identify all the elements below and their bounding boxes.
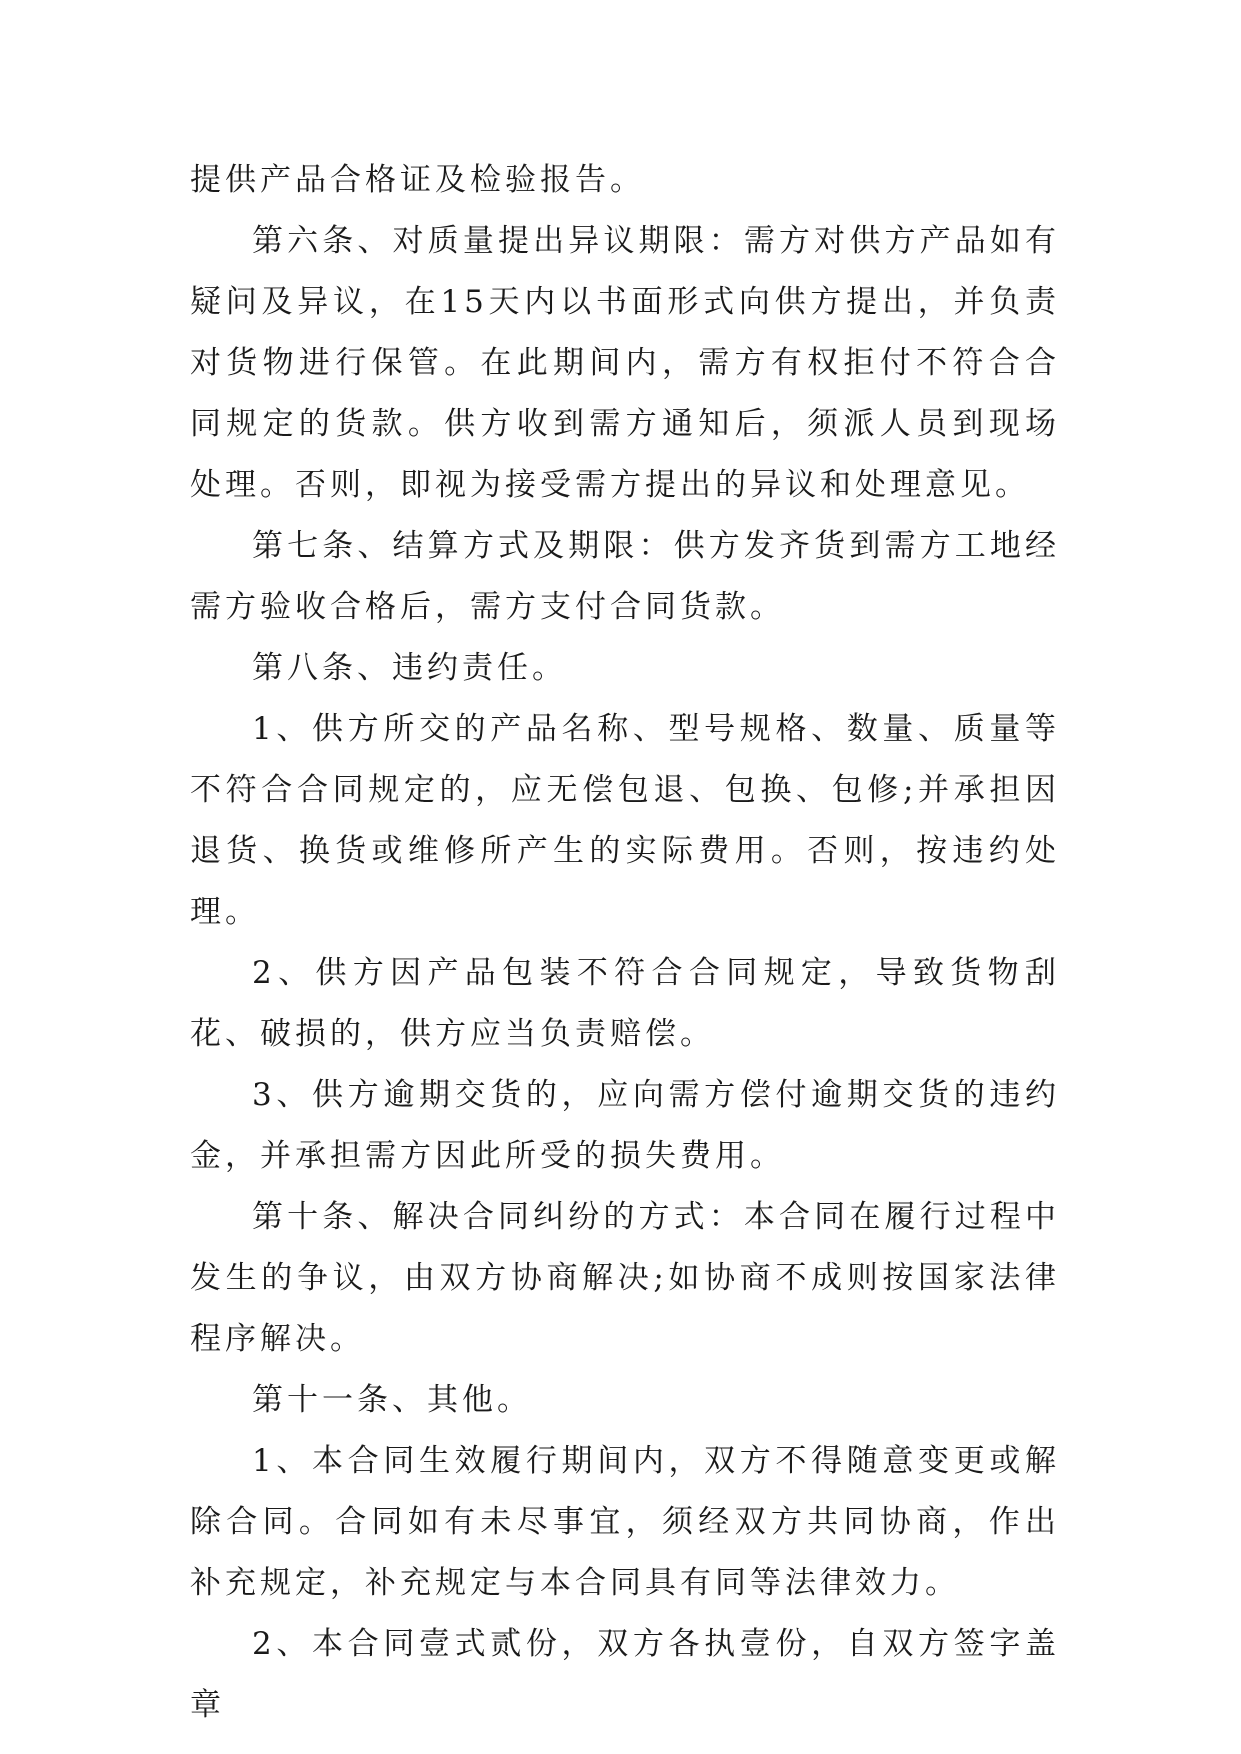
paragraph-article-8-item-2: 2、供方因产品包装不符合合同规定，导致货物刮花、破损的，供方应当负责赔偿。 bbox=[190, 955, 1060, 1052]
document-page bbox=[190, 150, 1060, 1736]
paragraph-article-8-item-1: 1、供方所交的产品名称、型号规格、数量、质量等不符合合同规定的，应无偿包退、包换、包修;并承担因退货、换货或维修所产生的实际费用。否则，按违约处理。 bbox=[190, 711, 1060, 930]
paragraph-article-11: 第十一条、其他。 bbox=[252, 1382, 532, 1418]
paragraph-article-8-item-3: 3、供方逾期交货的，应向需方偿付逾期交货的违约金，并承担需方因此所受的损失费用。 bbox=[190, 1077, 1060, 1174]
paragraph-article-11-item-1: 1、本合同生效履行期间内，双方不得随意变更或解除合同。合同如有未尽事宜，须经双方共同协商，作出补充规定，补充规定与本合同具有同等法律效力。 bbox=[190, 1443, 1060, 1601]
paragraph-continuation: 提供产品合格证及检验报告。 bbox=[190, 162, 645, 198]
paragraph-article-8: 第八条、违约责任。 bbox=[252, 650, 567, 686]
paragraph-article-6: 第六条、对质量提出异议期限：需方对供方产品如有疑问及异议，在15天内以书面形式向供方提出，并负责对货物进行保管。在此期间内，需方有权拒付不符合合同规定的货款。供方收到需方通知后，须派人员到现场处理。否则，即视为接受需方提出的异议和处理意见。 bbox=[190, 223, 1060, 503]
paragraph-article-10: 第十条、解决合同纠纷的方式：本合同在履行过程中发生的争议，由双方协商解决;如协商不成则按国家法律程序解决。 bbox=[190, 1199, 1060, 1357]
paragraph-article-7: 第七条、结算方式及期限：供方发齐货到需方工地经需方验收合格后，需方支付合同货款。 bbox=[190, 528, 1060, 625]
paragraph-article-11-item-2: 2、本合同壹式贰份，双方各执壹份，自双方签字盖章 bbox=[190, 1626, 1060, 1723]
